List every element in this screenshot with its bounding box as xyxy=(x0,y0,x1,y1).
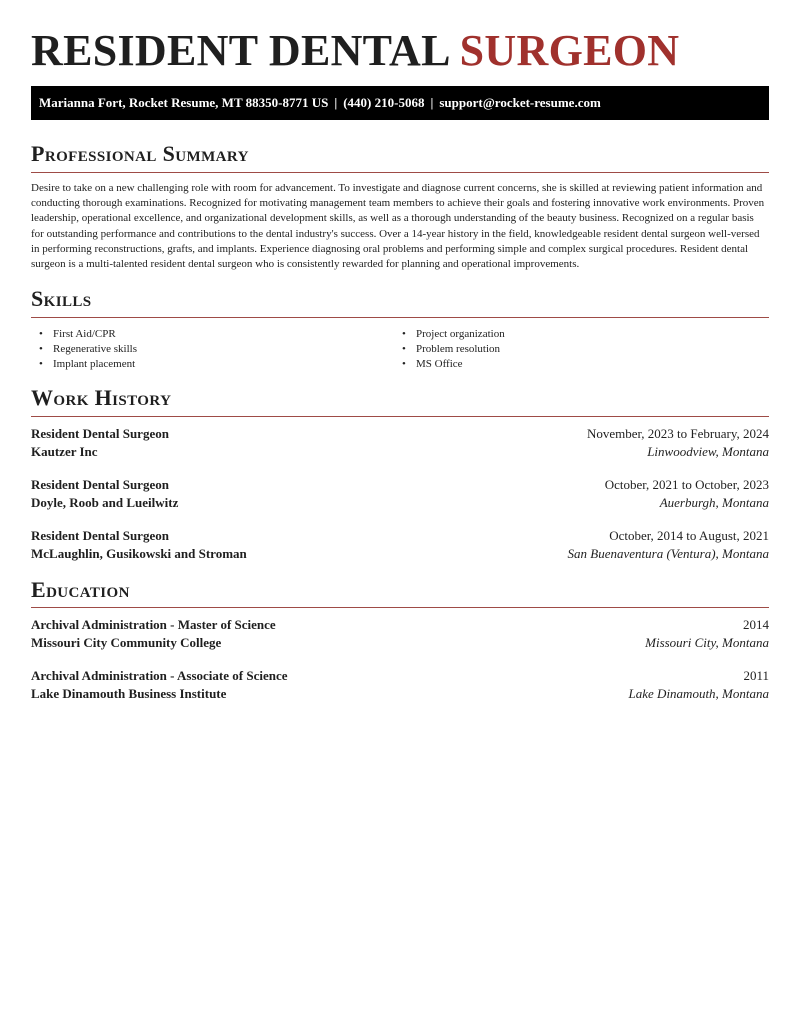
school-name: Missouri City Community College xyxy=(31,635,222,650)
job-location: San Buenaventura (Ventura), Montana xyxy=(567,546,769,561)
skills-column-left xyxy=(31,327,394,372)
skills-heading: Skills xyxy=(31,286,92,311)
job-company: McLaughlin, Gusikowski and Stroman xyxy=(31,546,247,561)
education-entry xyxy=(31,616,769,652)
skills-list xyxy=(31,327,769,372)
job-dates: November, 2023 to February, 2024 xyxy=(586,426,769,441)
skills-divider xyxy=(31,317,769,318)
job-title: Resident Dental Surgeon xyxy=(31,528,169,543)
title-main: RESIDENT DENTAL xyxy=(31,26,449,75)
work-divider xyxy=(31,416,769,417)
contact-separator: | xyxy=(430,95,434,110)
skill-item: • First Aid/CPR xyxy=(39,327,394,342)
degree-title: Archival Administration - Associate of Science xyxy=(31,668,288,683)
job-company: Doyle, Roob and Lueilwitz xyxy=(31,495,179,510)
education-entry xyxy=(31,667,769,703)
school-location: Lake Dinamouth, Montana xyxy=(628,686,769,701)
work-heading: Work History xyxy=(31,385,172,410)
title-accent: SURGEON xyxy=(459,26,680,75)
school-name: Lake Dinamouth Business Institute xyxy=(31,686,227,701)
education-heading: Education xyxy=(31,577,130,602)
job-location: Auerburgh, Montana xyxy=(659,495,769,510)
job-title: Resident Dental Surgeon xyxy=(31,477,169,492)
contact-email[interactable]: support@rocket-resume.com xyxy=(439,95,601,110)
skill-item: • Project organization xyxy=(402,327,757,342)
skill-item: • Regenerative skills xyxy=(39,342,394,357)
contact-address: Marianna Fort, Rocket Resume, MT 88350-8771 US xyxy=(39,95,329,110)
resume-title xyxy=(31,26,679,76)
contact-phone[interactable]: (440) 210-5068 xyxy=(343,95,425,110)
skill-item: • Implant placement xyxy=(39,357,394,372)
work-entry xyxy=(31,425,769,461)
summary-divider xyxy=(31,172,769,173)
job-title: Resident Dental Surgeon xyxy=(31,426,169,441)
contact-separator: | xyxy=(334,95,338,110)
degree-year: 2011 xyxy=(743,668,769,683)
skill-item: • MS Office xyxy=(402,357,757,372)
education-divider xyxy=(31,607,769,608)
job-dates: October, 2021 to October, 2023 xyxy=(604,477,769,492)
skills-column-right xyxy=(394,327,757,372)
summary-heading: Professional Summary xyxy=(31,141,249,166)
contact-bar xyxy=(31,86,769,120)
job-company: Kautzer Inc xyxy=(31,444,98,459)
job-location: Linwoodview, Montana xyxy=(647,444,769,459)
summary-text: Desire to take on a new challenging role with room for advancement. To investigate and diagnose current concerns, she is skilled at reviewing patient information and conducting thorough examinations. Recognized for motivating management team members to achieve their goals and fostering innovative work environments. Proven leadership, operational excellence, and organizational development skills, as well as a thorough understanding of the beauty business. Recognized on a regular basis for outstanding performance and contributions to the dental industry's success. Over a 14-year history in the field, knowledgeable resident dental surgeon well-versed in performing reconstructions, grafts, and implants. Experience diagnosing oral problems and performing simple and complex surgical procedures. Resident dental surgeon is a multi-talented resident dental surgeon who is consistently rewarded for planning and operational improvements. xyxy=(31,182,765,271)
skill-item: • Problem resolution xyxy=(402,342,757,357)
school-location: Missouri City, Montana xyxy=(645,635,769,650)
degree-title: Archival Administration - Master of Science xyxy=(31,617,276,632)
work-entry xyxy=(31,476,769,512)
degree-year: 2014 xyxy=(743,617,769,632)
job-dates: October, 2014 to August, 2021 xyxy=(609,528,769,543)
work-entry xyxy=(31,527,769,563)
